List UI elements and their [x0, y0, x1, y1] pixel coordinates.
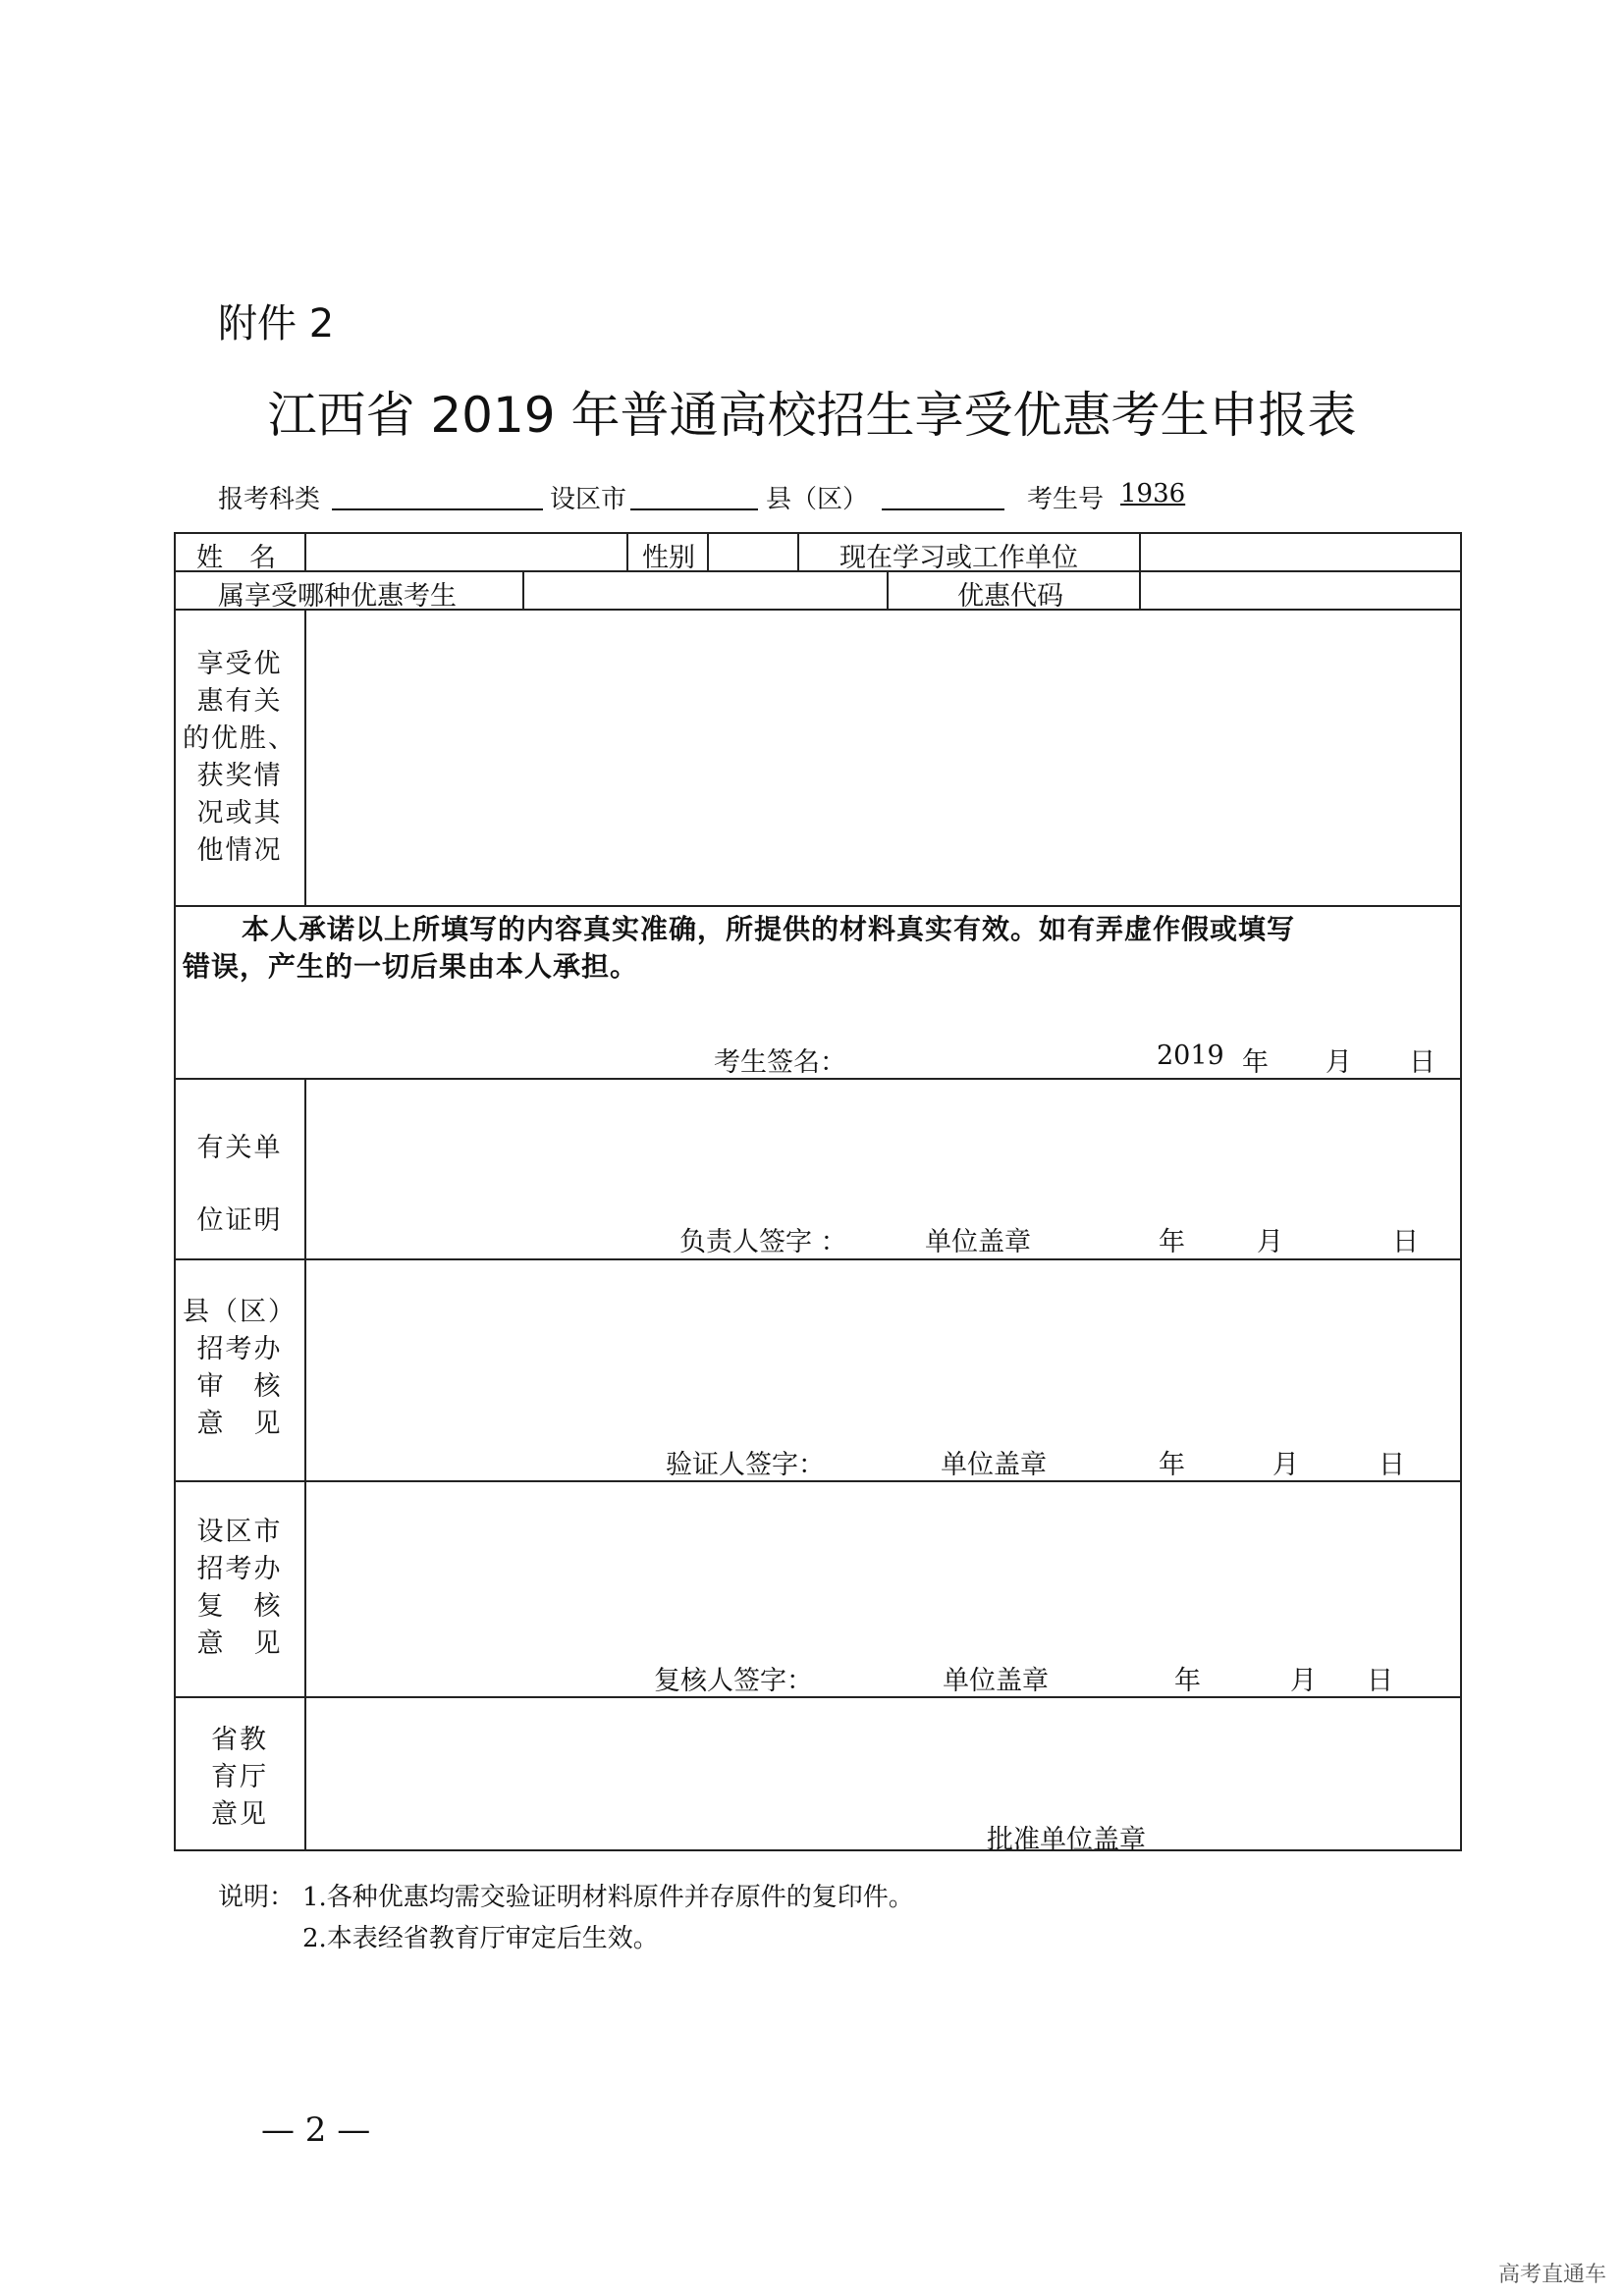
subject-field[interactable] [332, 508, 543, 510]
unit-seal-label: 单位盖章 [941, 1450, 1047, 1480]
divider [304, 1078, 306, 1851]
month-unit: 月 [1326, 1047, 1352, 1078]
unit-seal-label: 单位盖章 [925, 1227, 1031, 1257]
watermark: 高考直通车 [1497, 2263, 1606, 2287]
notes-label: 说明： [218, 1883, 296, 1912]
work-unit-label: 现在学习或工作单位 [839, 543, 1078, 573]
divider [304, 609, 306, 905]
divider [1139, 570, 1141, 610]
year-unit: 年 [1159, 1227, 1185, 1257]
divider [707, 532, 709, 571]
pledge-text: 本人承诺以上所填写的内容真实准确，所提供的材料真实有效。如有弄虚作假或填写 错误，产生的一切后果由本人承担。 [183, 913, 1296, 983]
verifier-signature-label: 验证人签字： [666, 1450, 825, 1480]
pledge-year: 2019 [1157, 1041, 1224, 1071]
month-unit: 月 [1290, 1666, 1317, 1696]
divider [522, 570, 524, 610]
preference-code-label: 优惠代码 [957, 581, 1063, 612]
divider [304, 532, 306, 571]
preference-type-label: 属享受哪种优惠考生 [218, 581, 457, 612]
divider [174, 570, 1462, 572]
county-label: 县（区） [766, 485, 869, 514]
divider [1139, 532, 1141, 571]
divider [797, 532, 799, 571]
reviewer-signature-label: 复核人签字： [654, 1666, 813, 1696]
divider [174, 1696, 1462, 1698]
candidate-signature-label: 考生签名： [714, 1047, 846, 1078]
divider [626, 532, 628, 571]
province-opinion-label: 省教 育厅 意见 [211, 1725, 268, 1830]
month-unit: 月 [1272, 1450, 1299, 1480]
approval-seal-label: 批准单位盖章 [987, 1825, 1146, 1855]
exam-no-value[interactable]: 1936 [1120, 479, 1186, 508]
divider [174, 1258, 1462, 1260]
unit-seal-label: 单位盖章 [943, 1666, 1049, 1696]
note-item-1: 1.各种优惠均需交验证明材料原件并存原件的复印件。 [302, 1883, 914, 1912]
page-title: 江西省 2019 年普通高校招生享受优惠考生申报表 [267, 387, 1357, 444]
application-form [174, 532, 1462, 1851]
responsible-signature-label: 负责人签字 ： [679, 1227, 847, 1257]
county-review-label: 县（区） 招考办 审 核 意 见 [183, 1297, 297, 1439]
county-field[interactable] [882, 508, 1004, 510]
year-unit: 年 [1242, 1047, 1269, 1078]
divider [174, 905, 1462, 907]
month-unit: 月 [1257, 1227, 1283, 1257]
gender-label: 性别 [642, 543, 695, 573]
divider [887, 570, 889, 610]
year-unit: 年 [1174, 1666, 1201, 1696]
unit-proof-label: 有关单 位证明 [196, 1133, 283, 1236]
subject-label: 报考科类 [218, 485, 321, 514]
exam-no-label: 考生号 [1027, 485, 1105, 514]
attachment-label: 附件 2 [218, 301, 335, 347]
page-number: — 2 — [261, 2110, 371, 2150]
day-unit: 日 [1367, 1666, 1393, 1696]
city-label: 设区市 [550, 485, 627, 514]
year-unit: 年 [1159, 1450, 1185, 1480]
city-review-label: 设区市 招考办 复 核 意 见 [196, 1517, 283, 1659]
city-field[interactable] [630, 508, 758, 510]
name-input[interactable] [306, 572, 307, 573]
day-unit: 日 [1379, 1450, 1405, 1480]
day-unit: 日 [1409, 1047, 1435, 1078]
situation-label: 享受优 惠有关 的优胜、 获奖情 况或其 他情况 [183, 649, 297, 866]
day-unit: 日 [1392, 1227, 1419, 1257]
note-item-2: 2.本表经省教育厅审定后生效。 [302, 1924, 659, 1953]
name-label: 姓 名 [196, 543, 276, 573]
